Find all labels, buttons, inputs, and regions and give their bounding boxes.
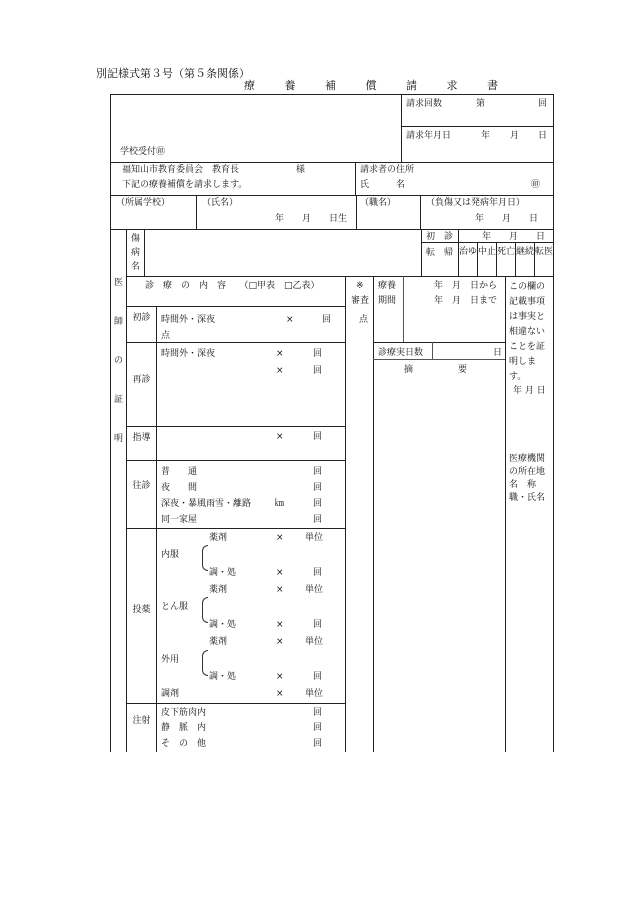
review-mark: ※ bbox=[356, 281, 364, 291]
injury-date-label: （負傷又は発病年月日） bbox=[426, 198, 526, 208]
school-label: （所属学校） bbox=[116, 198, 171, 208]
saishin-label: 再診 bbox=[132, 375, 151, 385]
injury-name-label: 傷病名 bbox=[130, 234, 140, 272]
request-text: 下記の療養補償を請求します。 bbox=[122, 180, 248, 190]
form-page: 別記様式第３号（第５条関係） 療 養 補 償 請 求 書 請求回数 第 回 請求年月日 年 月 日 学校受付㊞ 福知山市教育委員会 教育長 様 下記の療養補償を請求します。 請求者の住所 氏 名 ㊞ （所属学校） （氏名） 年 月 日生 （職名） （負傷又は発病年月日） 年 月 日 医師の証明 傷病名 初 診 年 月 日 転 帰 治ゆ 中止 死亡 継続 転医 診 療 の 内 容 （□甲表 □乙表） ※ 審査 療養 期間 年 月 日から 年 月 日まで この欄の記載事項は事実と相違ないことを証明します。 年 月 日 初診 時間外・深夜 × 回 点 点 再診 時間外・深夜 × 回 × 回 診療実日数 日 摘 要 指導 × 回 医療機関の所在地名 称職・氏名 往診 普 通 回 夜 間 回 深夜・暴風雨雪・離路 ㎞ 回 同一家屋 回 投薬 薬剤 × 単位 内服 調・処 × 回 薬剤 × 単位 とん服 調・処 × 回 薬剤 × 単位 外用 調・処 × 回 調剤 × 単位 注射 皮下筋肉内 回 静 脈 内 回 そ の 他 回 bbox=[0, 0, 630, 903]
toyaku-label: 投薬 bbox=[132, 605, 151, 615]
school-received-seal: 学校受付㊞ bbox=[120, 147, 166, 157]
naifuku-label: 内服 bbox=[161, 550, 180, 560]
post-label: （職名） bbox=[360, 198, 397, 208]
certification-text: この欄の記載事項は事実と相違ないことを証明します。 bbox=[509, 282, 546, 382]
seal-mark: ㊞ bbox=[531, 180, 541, 190]
review-label: 審査 bbox=[351, 296, 370, 306]
content-header: 診 療 の 内 容 （□甲表 □乙表） bbox=[145, 281, 320, 291]
first-visit-label: 初 診 bbox=[426, 232, 454, 242]
saishin-item: 時間外・深夜 bbox=[161, 349, 216, 359]
outcome-continued: 継続 bbox=[516, 247, 535, 257]
claimant-address-label: 請求者の住所 bbox=[360, 165, 415, 175]
chusha-label: 注射 bbox=[132, 716, 151, 726]
institution-label: 医療機関の所在地名 称職・氏名 bbox=[509, 454, 546, 503]
request-date-label: 請求年月日 bbox=[406, 131, 452, 141]
period-to: 年 月 日まで bbox=[434, 296, 498, 306]
outcome-died: 死亡 bbox=[497, 247, 516, 257]
shoshin-label: 初診 bbox=[132, 313, 151, 323]
tonpuku-label: とん服 bbox=[161, 602, 189, 612]
form-number: 別記様式第３号（第５条関係） bbox=[96, 67, 250, 80]
doctor-cert-label: 医師の証明 bbox=[113, 278, 123, 444]
birth-date: 年 月 日生 bbox=[275, 214, 348, 224]
name-label: （氏名） bbox=[202, 198, 239, 208]
gaiyo-label: 外用 bbox=[161, 655, 180, 665]
summary-label: 摘 要 bbox=[404, 365, 468, 375]
period-from: 年 月 日から bbox=[434, 281, 498, 291]
request-count-label: 請求回数 bbox=[406, 99, 443, 109]
recipient: 福知山市教育委員会 教育長 bbox=[122, 165, 240, 175]
outcome-cured: 治ゆ bbox=[459, 247, 478, 257]
shoshin-item: 時間外・深夜 bbox=[161, 315, 216, 325]
chozai-label: 調剤 bbox=[161, 689, 180, 699]
oushin-label: 往診 bbox=[132, 481, 151, 491]
outcome-transferred: 転医 bbox=[535, 247, 554, 257]
certification-date: 年 月 日 bbox=[513, 386, 546, 396]
claimant-name-label: 氏 名 bbox=[360, 180, 406, 190]
shido-label: 指導 bbox=[132, 433, 151, 443]
days-label: 診療実日数 bbox=[378, 348, 424, 358]
outcome-stopped: 中止 bbox=[478, 247, 497, 257]
form-title: 療 養 補 償 請 求 書 bbox=[244, 79, 508, 92]
outcome-label: 転 帰 bbox=[426, 248, 454, 258]
